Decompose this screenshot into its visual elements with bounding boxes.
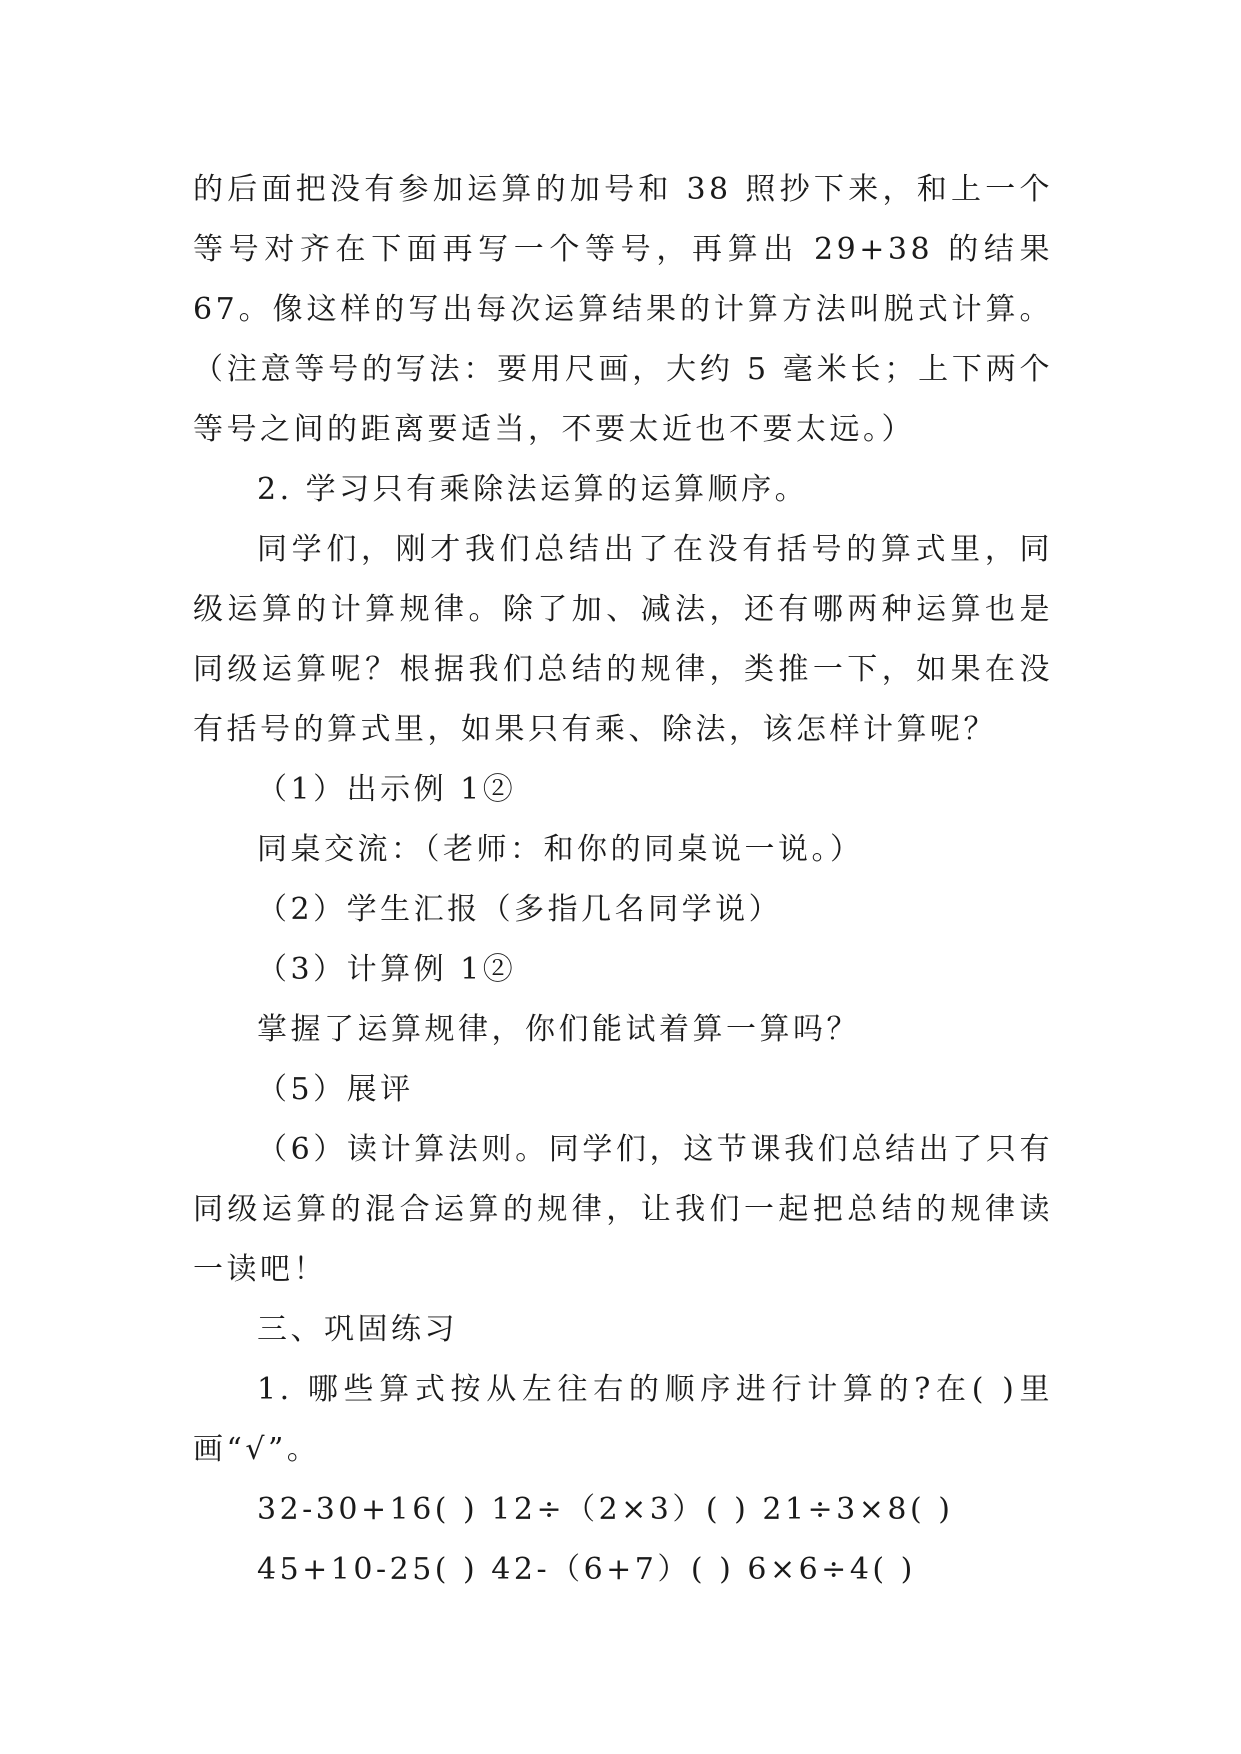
step-6-read-rules: （6）读计算法则。同学们，这节课我们总结出了只有同级运算的混合运算的规律，让我们一起把总结的规律读一读吧！ xyxy=(193,1132,1053,1287)
exercise-row-2: 45+10-25( ) 42-（6+7）( ) 6×6÷4( ) xyxy=(257,1552,916,1587)
step-1-show-example: （1）出示例 1② xyxy=(257,772,517,807)
paragraph-calculation-explanation: 的后面把没有参加运算的加号和 38 照抄下来，和上一个等号对齐在下面再写一个等号，再算出 29+38 的结果 67。像这样的写出每次运算结果的计算方法叫脱式计算。（注意等号的写法：要用尺画，大约 5 毫米长；上下两个等号之间的距离要适当，不要太近也不要太远。） xyxy=(193,172,1053,447)
section-heading-multiply-divide: 2. 学习只有乘除法运算的运算顺序。 xyxy=(257,472,809,507)
section-heading-practice: 三、巩固练习 xyxy=(257,1312,458,1347)
exercise-1-instruction: 1. 哪些算式按从左往右的顺序进行计算的?在( )里画“√”。 xyxy=(193,1372,1053,1467)
paragraph-try-calculate: 掌握了运算规律，你们能试着算一算吗？ xyxy=(257,1012,860,1047)
step-5-review: （5）展评 xyxy=(257,1072,414,1107)
paragraph-deskmate-discussion: 同桌交流：（老师：和你的同桌说一说。） xyxy=(257,832,864,867)
exercise-row-1: 32-30+16( ) 12÷（2×3）( ) 21÷3×8( ) xyxy=(257,1492,954,1527)
step-3-calculate-example: （3）计算例 1② xyxy=(257,952,517,987)
paragraph-question: 同学们，刚才我们总结出了在没有括号的算式里，同级运算的计算规律。除了加、减法，还有哪两种运算也是同级运算呢？根据我们总结的规律，类推一下，如果在没有括号的算式里，如果只有乘、除法，该怎样计算呢？ xyxy=(193,532,1053,747)
step-2-student-report: （2）学生汇报（多指几名同学说） xyxy=(257,892,783,927)
document-body xyxy=(193,160,1053,1600)
